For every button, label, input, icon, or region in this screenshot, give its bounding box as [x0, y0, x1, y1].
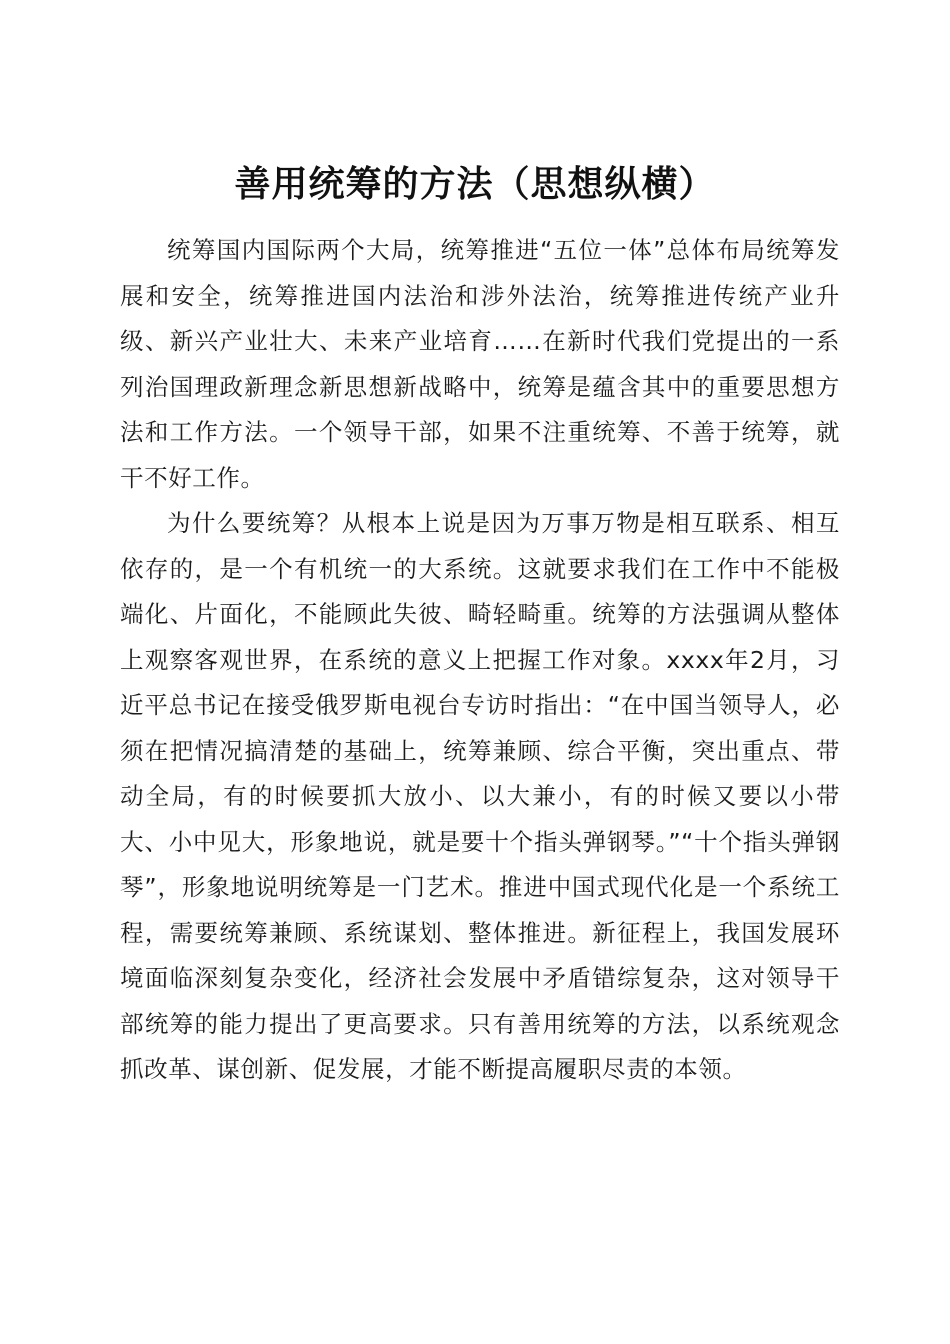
- document-title: 善用统筹的方法（思想纵横）: [234, 163, 716, 206]
- document-body: [120, 228, 840, 1093]
- paragraph-2: 为什么要统筹？从根本上说是因为万事万物是相互联系、相互依存的，是一个有机统一的大系统。这就要求我们在工作中不能极端化、片面化，不能顾此失彼、畸轻畸重。统筹的方法强调从整体上观察客观世界，在系统的意义上把握工作对象。xxxx年2月，习近平总书记在接受俄罗斯电视台专访时指出：“在中国当领导人，必须在把情况搞清楚的基础上，统筹兼顾、综合平衡，突出重点、带动全局，有的时候要抓大放小、以大兼小，有的时候又要以小带大、小中见大，形象地说，就是要十个指头弹钢琴。”“十个指头弹钢琴”，形象地说明统筹是一门艺术。推进中国式现代化是一个系统工程，需要统筹兼顾、系统谋划、整体推进。新征程上，我国发展环境面临深刻复杂变化，经济社会发展中矛盾错综复杂，这对领导干部统筹的能力提出了更高要求。只有善用统筹的方法，以系统观念抓改革、谋创新、促发展，才能不断提高履职尽责的本领。: [120, 509, 840, 1083]
- paragraph-1: 统筹国内国际两个大局，统筹推进“五位一体”总体布局统筹发展和安全，统筹推进国内法治和涉外法治，统筹推进传统产业升级、新兴产业壮大、未来产业培育……在新时代我们党提出的一系列治国理政新理念新思想新战略中，统筹是蕴含其中的重要思想方法和工作方法。一个领导干部，如果不注重统筹、不善于统筹，就干不好工作。: [120, 236, 840, 492]
